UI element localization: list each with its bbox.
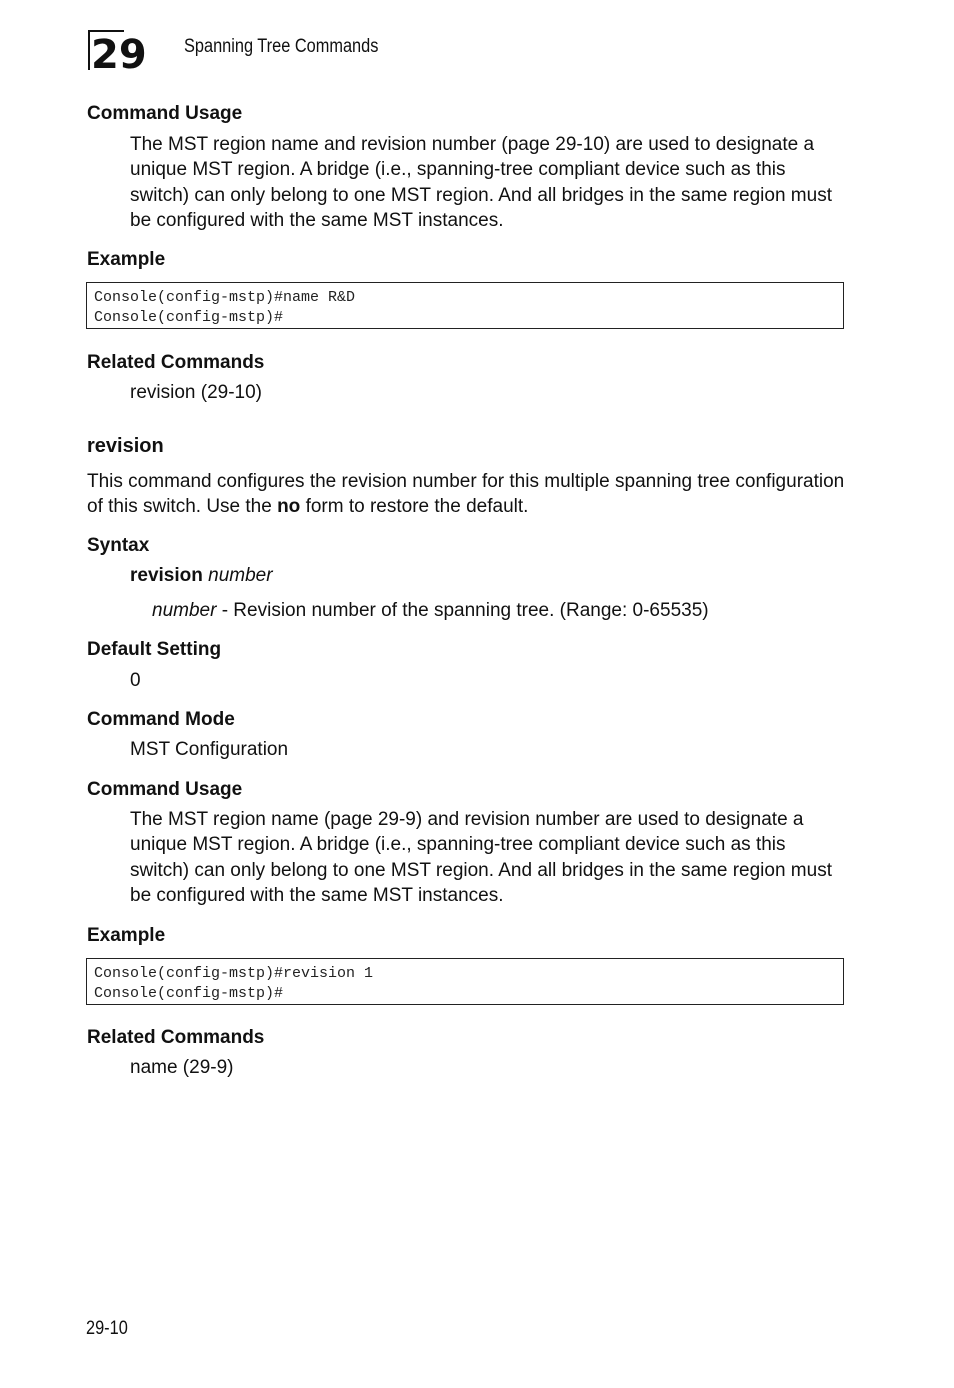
parameter-text: - Revision number of the spanning tree. (Range: 0-65535)	[216, 600, 709, 621]
example-heading: Example	[87, 249, 166, 270]
related-command-link[interactable]: revision (29-10)	[130, 382, 262, 403]
command-title: revision	[87, 435, 164, 457]
default-setting-value: 0	[130, 670, 141, 691]
related-commands-heading: Related Commands	[87, 352, 265, 373]
syntax-parameter: number	[208, 565, 273, 586]
running-title: Spanning Tree Commands	[184, 36, 379, 57]
related-commands-heading: Related Commands	[87, 1027, 265, 1048]
command-usage-text: The MST region name and revision number (page 29-10) are used to designate a unique MST region. A bridge (i.e., spanning-tree compliant device such as this switch) can only belong to one MST region. And all bridges in the same region must be configured with the same MST instances.	[130, 134, 832, 231]
syntax-heading: Syntax	[87, 535, 150, 556]
description-text-end: form to restore the default.	[300, 496, 529, 518]
command-usage-text: The MST region name (page 29-9) and revision number are used to designate a unique MST region. A bridge (i.e., spanning-tree compliant device such as this switch) can only belong to one MST region. And all bridges in the same region must be configured with the same MST instances.	[130, 809, 832, 906]
page-number: 29-10	[86, 1318, 128, 1339]
command-usage-heading: Command Usage	[87, 103, 243, 124]
command-description	[87, 469, 847, 520]
description-no-keyword: no	[277, 496, 301, 518]
parameter-description	[152, 599, 709, 623]
example-heading: Example	[87, 925, 166, 946]
parameter-name: number	[152, 600, 217, 621]
syntax-command: revision	[130, 565, 203, 586]
example-code-block: Console(config-mstp)#revision 1 Console(config-mstp)#	[86, 958, 844, 1005]
command-usage-heading: Command Usage	[87, 779, 243, 800]
syntax-line	[130, 564, 273, 588]
description-text: This command configures the revision number for this multiple spanning tree configuration of this switch. Use the	[87, 471, 845, 518]
command-mode-heading: Command Mode	[87, 709, 235, 730]
command-mode-value: MST Configuration	[130, 739, 289, 760]
default-setting-heading: Default Setting	[87, 639, 222, 660]
related-command-link[interactable]: name (29-9)	[130, 1057, 234, 1078]
example-code-block: Console(config-mstp)#name R&D Console(config-mstp)#	[86, 282, 844, 329]
chapter-number-badge	[88, 30, 166, 72]
chapter-number: 29	[91, 32, 147, 72]
